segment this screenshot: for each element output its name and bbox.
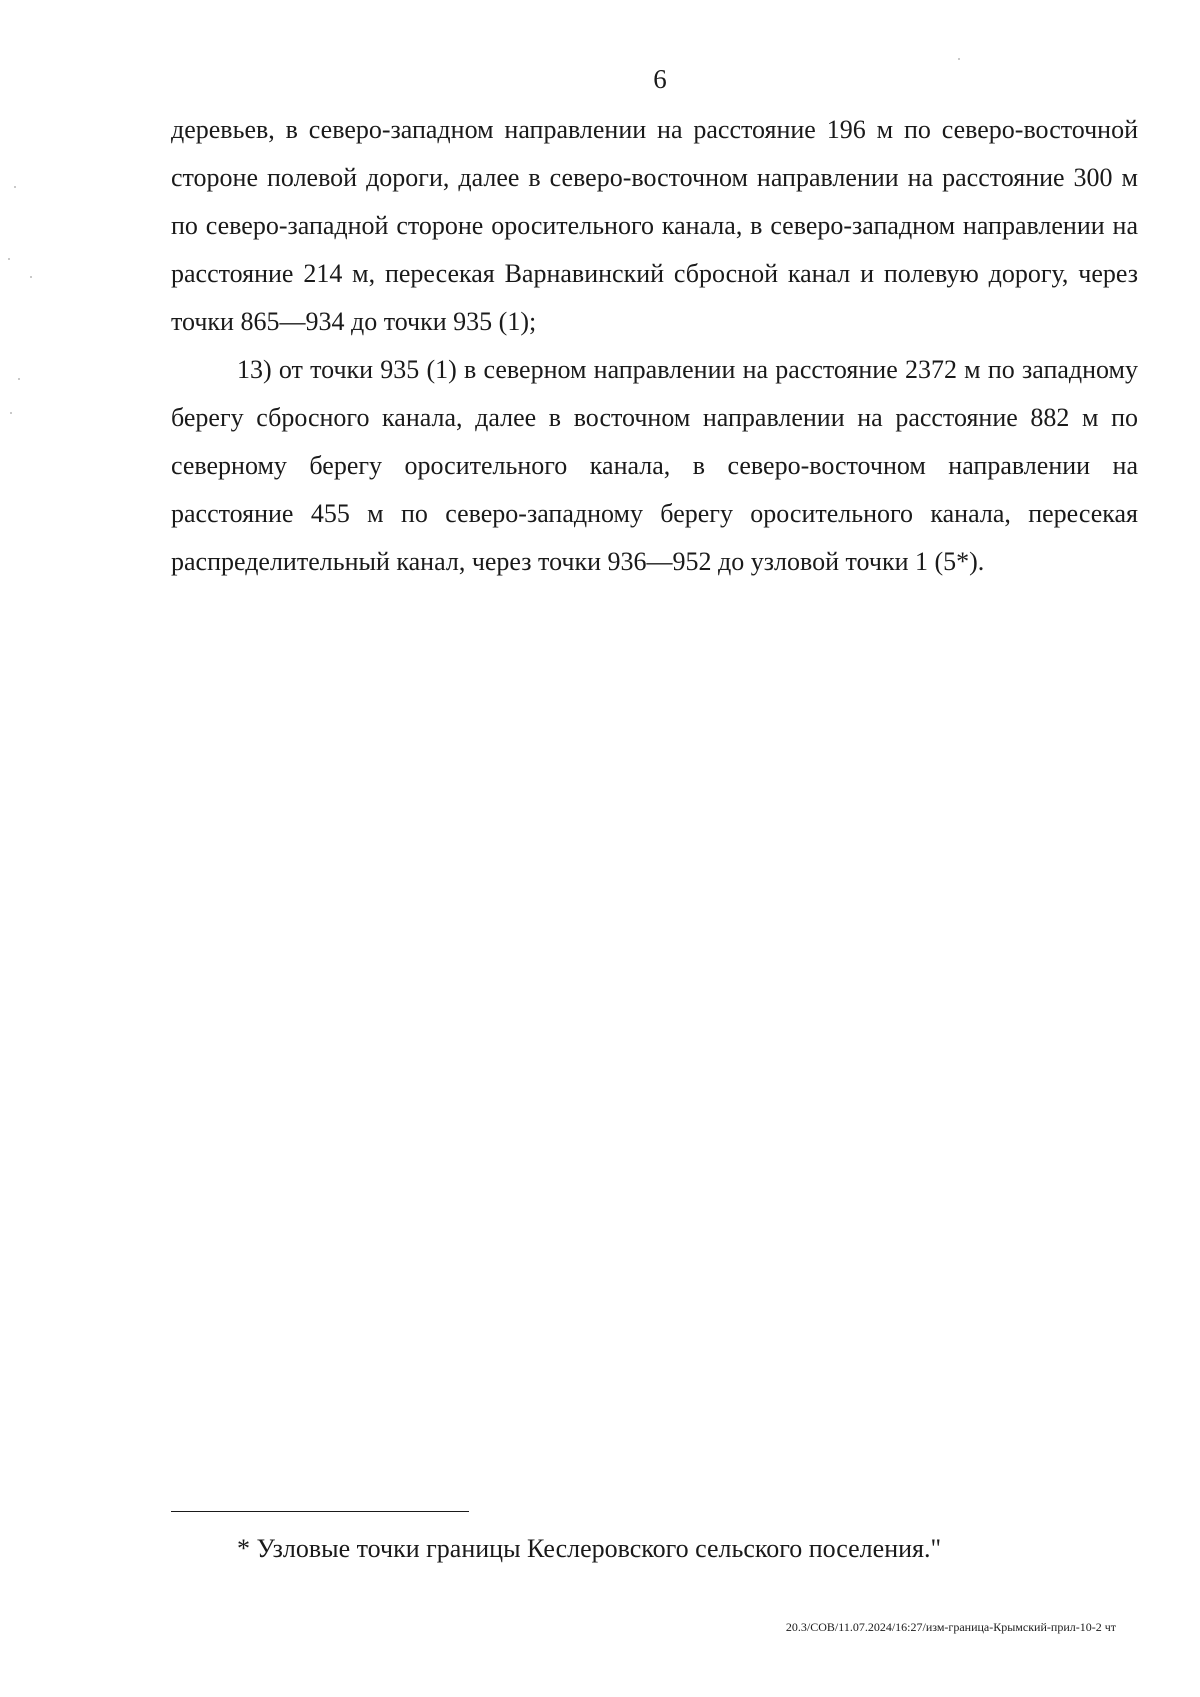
scan-speck [8, 258, 10, 260]
paragraph-13: 13) от точки 935 (1) в северном направлении на расстояние 2372 м по западному берегу сбросного канала, далее в восточном направлении на расстояние 882 м по северному берегу оросительного канала, в северо-восточном направлении на расстояние 455 м по северо-западному берегу оросительного канала, пересекая распределительный канал, через точки 936—952 до узловой точки 1 (5*). [171, 355, 1138, 576]
scan-speck [958, 58, 960, 60]
scan-speck [10, 412, 12, 414]
paragraph-continued: деревьев, в северо-западном направлении на расстояние 196 м по северо-восточной стороне полевой дороги, далее в северо-восточном направлении на расстояние 300 м по северо-западной стороне оросительного канала, в северо-западном направлении на расстояние 214 м, пересекая Варнавинский сбросной канал и полевую дорогу, через точки 865—934 до точки 935 (1); [171, 115, 1138, 336]
scan-speck [30, 276, 32, 278]
document-code: 20.3/СОВ/11.07.2024/16:27/изм-граница-Крымский-прил-10-2 чт [785, 1620, 1116, 1634]
footnote: * Узловые точки границы Кеслеровского сельского поселения." [237, 1534, 942, 1563]
scan-speck [14, 186, 16, 188]
footnote-divider [171, 1511, 469, 1512]
scan-speck [18, 378, 20, 380]
page-number: 6 [653, 64, 667, 94]
body-text [171, 106, 1138, 586]
